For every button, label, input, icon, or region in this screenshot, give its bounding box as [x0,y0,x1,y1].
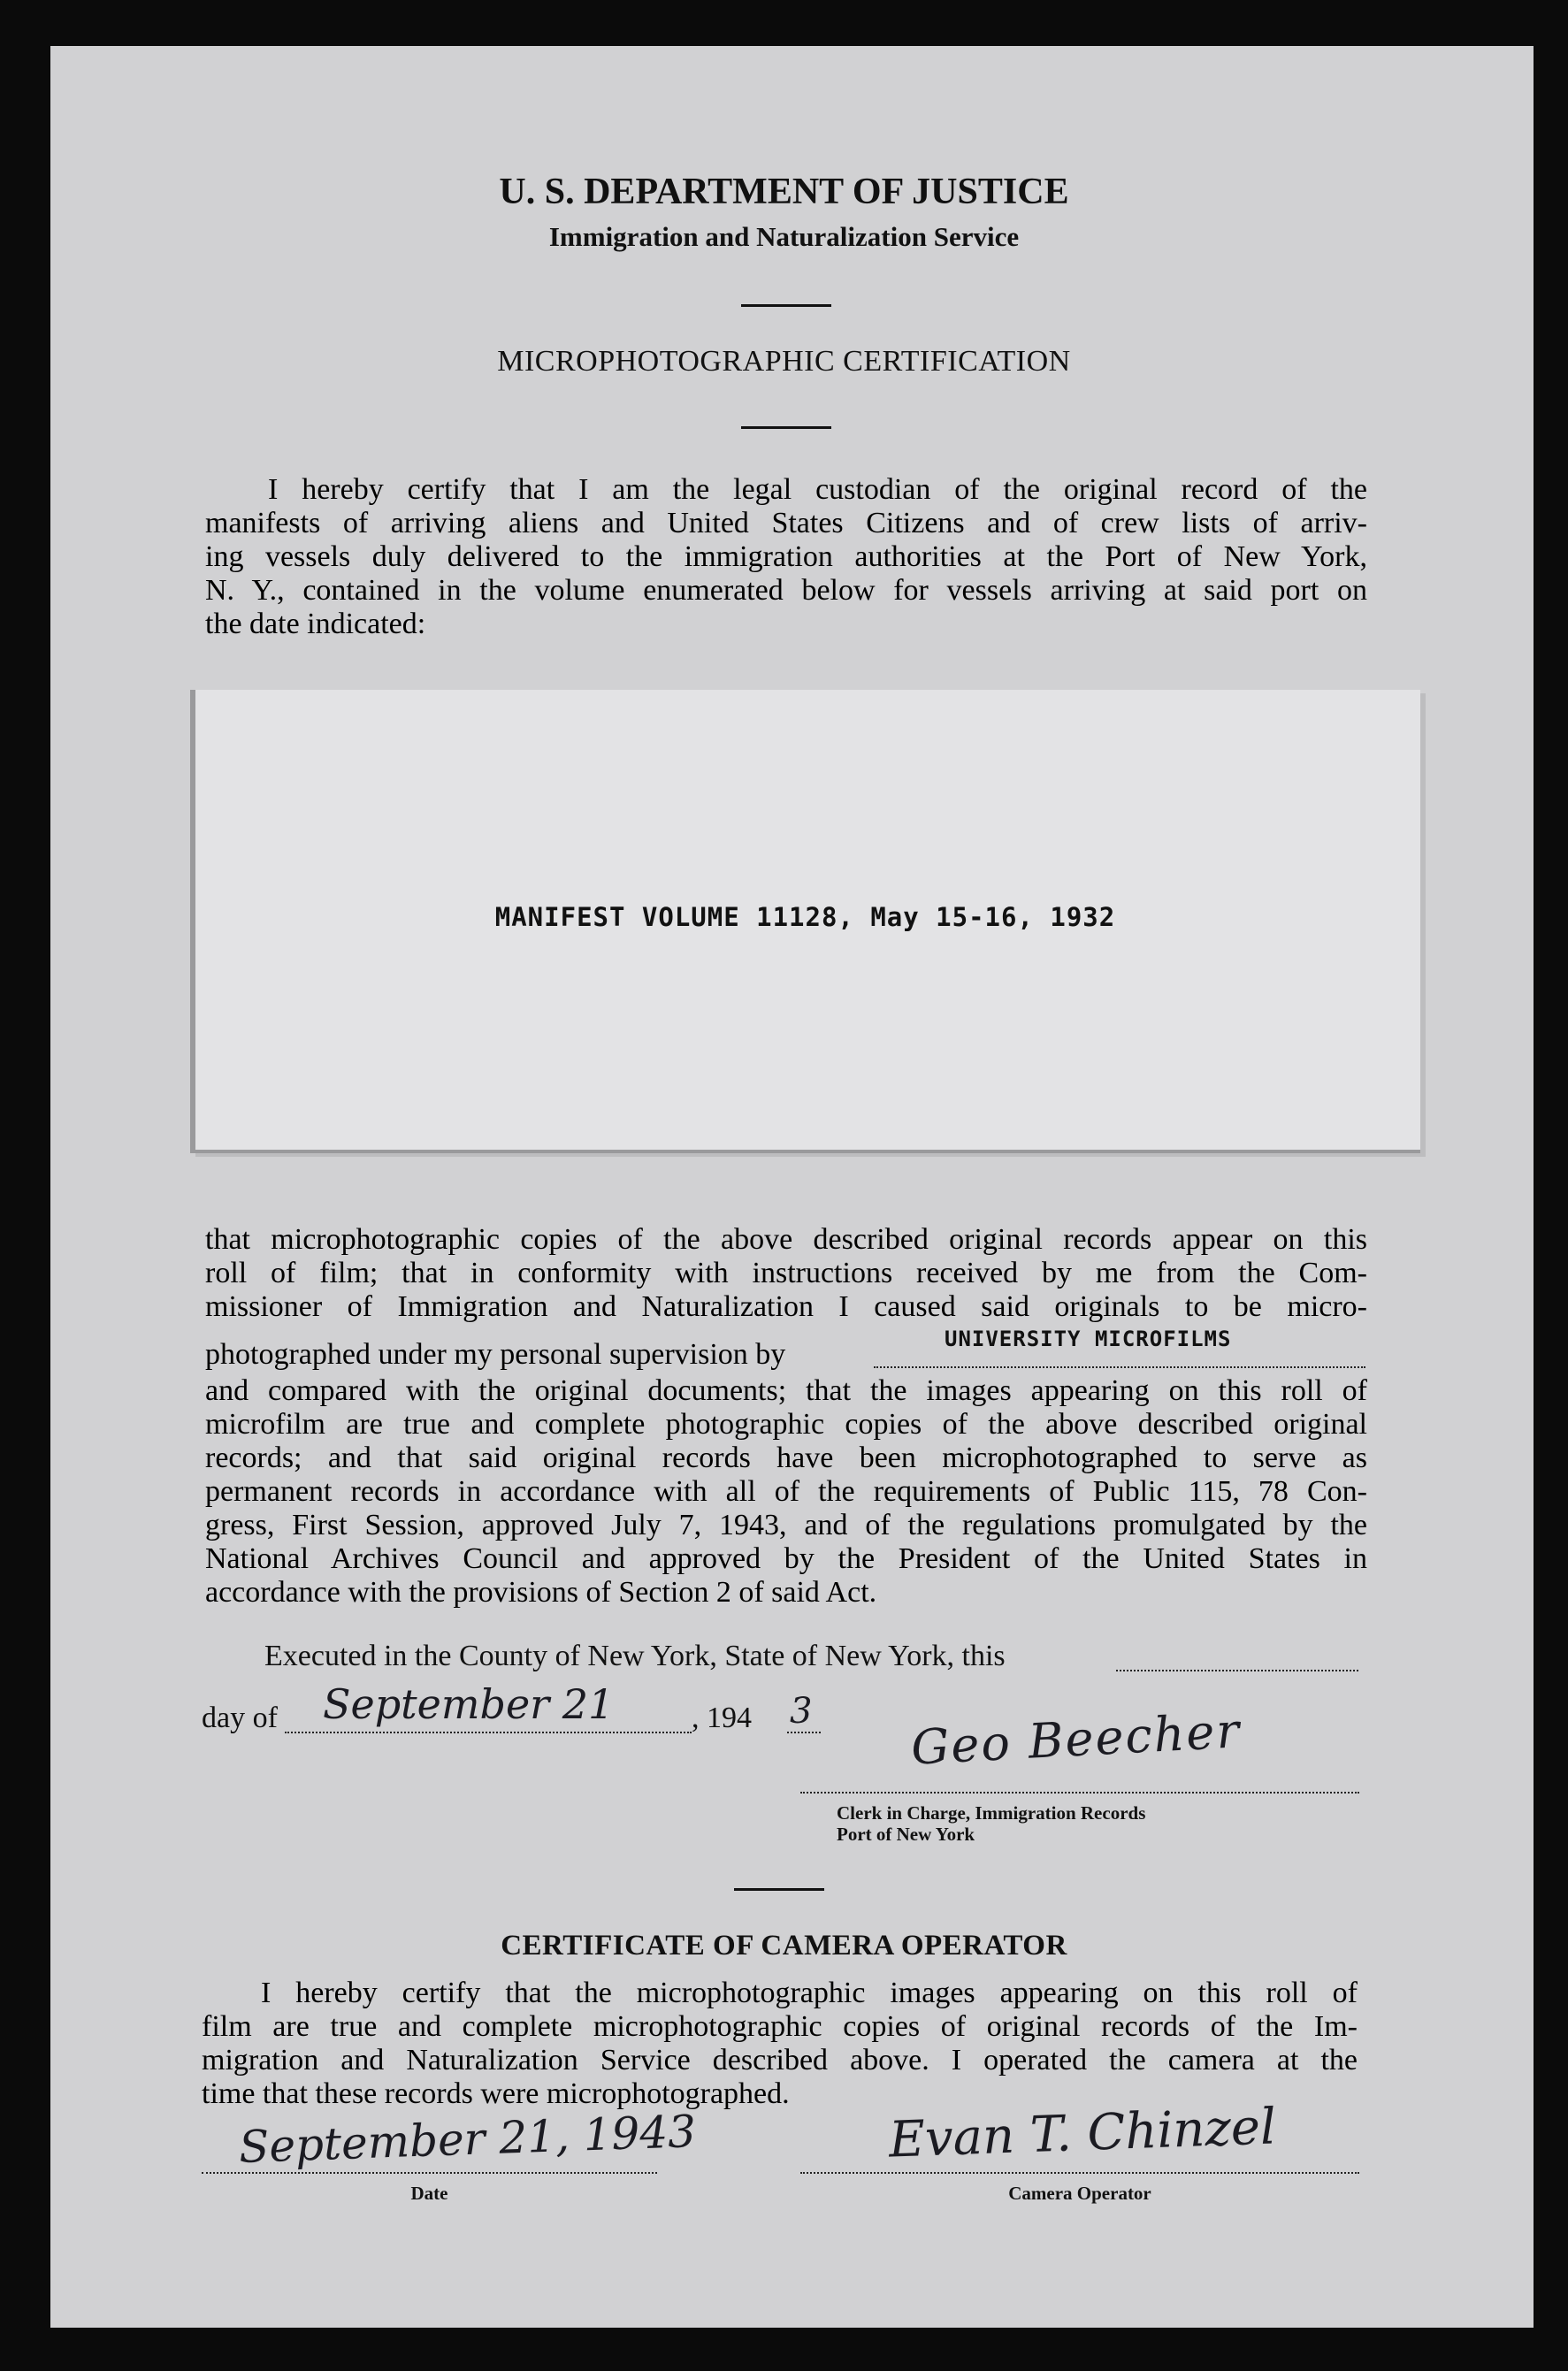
clerk-title-line-1: Clerk in Charge, Immigration Records [837,1802,1146,1824]
body-line-1: that microphotographic copies of the above described original records appear on this [205,1223,1367,1256]
manifest-label: MANIFEST VOLUME 11128, May 15-16, 1932 [494,902,1116,932]
section-divider [734,1888,824,1891]
body-line-3: missioner of Immigration and Naturalization I caused said originals to be micro- [205,1290,1367,1323]
camera-line-3: migration and Naturalization Service described above. I operated the camera at the [202,2044,1358,2077]
executed-text: Executed in the County of New York, State of New York, this [264,1640,1006,1672]
body-line-7: records; and that said original records have been microphotographed to serve as [205,1442,1367,1474]
executed-dotted-line [1116,1670,1358,1671]
day-of-label: day of [202,1702,278,1734]
camera-line-4: time that these records were microphotographed. [202,2077,790,2110]
year-dotted-line [787,1732,821,1733]
operator-dotted-line [800,2172,1359,2174]
filmed-by-dotted-line [874,1366,1365,1368]
intro-line-1: I hereby certify that I am the legal custodian of the original record of the [268,473,1367,506]
body-line-6: microfilm are true and complete photographic copies of the above described original [205,1408,1367,1441]
body-line-2: roll of film; that in conformity with instructions received by me from the Com- [205,1257,1367,1289]
operator-label: Camera Operator [1008,2183,1151,2204]
body-line-10: National Archives Council and approved by the President of the United States in [205,1542,1367,1575]
operator-signature: Evan T. Chinzel [887,2098,1277,2169]
department-heading: U. S. DEPARTMENT OF JUSTICE [499,172,1069,212]
intro-line-5: the date indicated: [205,608,426,640]
clerk-signature-line [800,1792,1359,1794]
header-divider-2 [741,426,831,429]
header-divider-1 [741,304,831,307]
body-line-9: gress, First Session, approved July 7, 1943, and of the regulations promulgated by the [205,1509,1367,1541]
clerk-signature: Geo Beecher [909,1702,1243,1776]
date-dotted-line [202,2172,657,2174]
camera-line-2: film are true and complete microphotographic copies of original records of the Im- [202,2010,1358,2043]
body-line-11: accordance with the provisions of Section 2 of said Act. [205,1576,877,1609]
intro-line-3: ing vessels duly delivered to the immigration authorities at the Port of New York, [205,540,1367,573]
handwritten-day: September 21 [323,1680,615,1728]
certification-title: MICROPHOTOGRAPHIC CERTIFICATION [497,345,1071,378]
body-line-4: photographed under my personal supervision by [205,1338,786,1371]
year-prefix: , 194 [692,1702,752,1734]
handwritten-date: September 21, 1943 [238,2105,697,2174]
camera-line-1: I hereby certify that the microphotographic images appearing on this roll of [261,1977,1358,2009]
day-dotted-line [285,1732,692,1733]
filmed-by-value: UNIVERSITY MICROFILMS [945,1327,1232,1351]
body-line-8: permanent records in accordance with all of the requirements of Public 115, 78 Con- [205,1475,1367,1508]
service-subheading: Immigration and Naturalization Service [548,221,1020,252]
camera-operator-title: CERTIFICATE OF CAMERA OPERATOR [501,1930,1067,1962]
clerk-title-line-2: Port of New York [837,1824,975,1845]
intro-line-4: N. Y., contained in the volume enumerated below for vessels arriving at said port on [205,574,1367,607]
handwritten-year-digit: 3 [790,1691,813,1732]
body-line-5: and compared with the original documents; that the images appearing on this roll of [205,1374,1367,1407]
date-label: Date [410,2183,448,2204]
intro-line-2: manifests of arriving aliens and United States Citizens and of crew lists of arriv- [205,507,1367,539]
